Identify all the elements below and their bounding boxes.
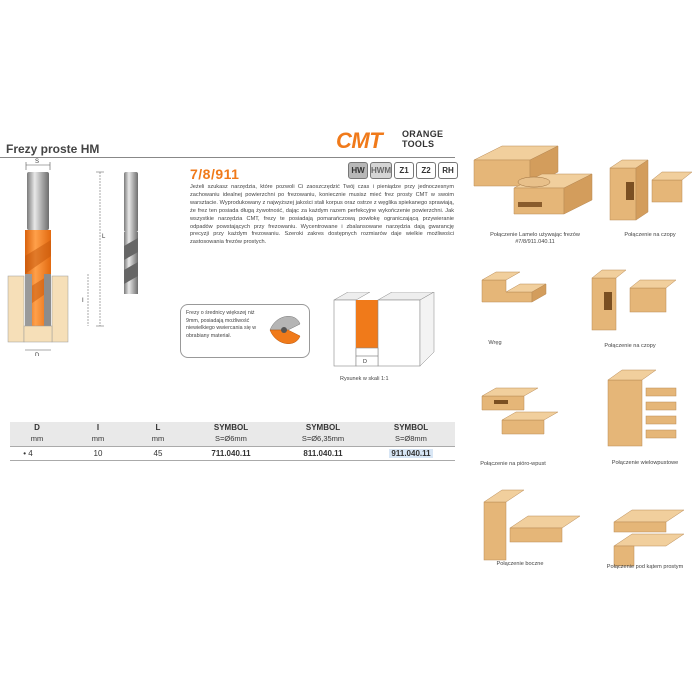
- badge-z1: Z1: [394, 162, 414, 179]
- product-table: [10, 422, 455, 464]
- badge-hw: HW: [348, 162, 368, 179]
- drawing-caption: Rysunek w skali 1:1: [340, 376, 389, 382]
- cell-i: 10: [93, 449, 103, 458]
- groove-dim-d: D: [363, 359, 367, 365]
- col-i-unit: mm: [91, 434, 105, 443]
- badge-z2: Z2: [416, 162, 436, 179]
- col-l-header: L: [155, 423, 161, 432]
- caption-tenon-1: Połączenie na czopy: [624, 232, 676, 238]
- col-i-header: I: [96, 423, 100, 432]
- caption-side-joint: Połączenie boczne: [496, 561, 544, 567]
- col-symbol-8-header: SYMBOL: [393, 423, 429, 432]
- col-symbol-8-sub: S=Ø8mm: [395, 434, 427, 443]
- caption-tongue-groove: Połączenie na pióro-wpust: [480, 461, 546, 467]
- col-symbol-635-header: SYMBOL: [305, 423, 341, 432]
- cell-l: 45: [153, 449, 163, 458]
- spec-badges: [348, 162, 458, 179]
- caption-lamello: Połączenie Lamelo używając frezów #7/8/911.040.11: [490, 232, 580, 245]
- tenon-joint-illustration-1: [610, 160, 692, 220]
- tenon-joint-illustration-2: [592, 270, 676, 330]
- note-text: Frezy o średnicy większej niż 9mm, posiadają możliwość niewielkiego wwiercania się w obrabiany materiał.: [186, 310, 257, 340]
- applications-illustrations: [462, 130, 700, 590]
- cmt-logo: CMT: [336, 128, 383, 153]
- lamello-joint-illustration: [474, 146, 592, 214]
- dim-s: S: [35, 159, 40, 165]
- cell-symbol-8[interactable]: [370, 449, 452, 458]
- caption-rebate: Wręg: [488, 340, 502, 346]
- badge-rh: RH: [438, 162, 458, 179]
- col-symbol-635-sub: S=Ø6,35mm: [301, 434, 345, 443]
- cell-d: • 4: [23, 449, 33, 458]
- rebate-illustration: [482, 272, 546, 302]
- side-joint-illustration: [484, 490, 580, 560]
- tongue-groove-illustration: [482, 388, 558, 434]
- product-code: 7/8/911: [190, 166, 240, 182]
- col-symbol-6-sub: S=Ø6mm: [215, 434, 247, 443]
- highlighted-symbol: 911.040.11: [391, 449, 431, 458]
- cutter-tip-icon: [266, 308, 304, 352]
- cell-symbol-6[interactable]: 711.040.11: [211, 449, 251, 458]
- caption-right-angle: Połączenie pod kątem prostym: [606, 564, 684, 570]
- col-l-unit: mm: [151, 434, 165, 443]
- right-angle-joint-illustration: [614, 510, 684, 566]
- groove-drawing: [330, 292, 454, 376]
- logo-sub-2: TOOLS: [402, 139, 435, 149]
- product-description: Jeżeli szukasz narzędzia, które pozwoli Ci zaoszczędzić Twój czas i pieniądze przy jednoczesnym zachowaniu idealnej powierzchni po frezowaniu, koniecznie musisz mieć frez prosty CMT w swoim warsztacie. Wyprodukowany z najwyższej jakości stali korpus oraz ostrze z węglika spiekanego sprawiają, że frez ten posiada długą żywotność, dając za każdym razem perfekcyjne wykończenie powierzchni. Jak wszystkie narzędzia CMT, frezy te posiadają pomarańczową powłokę ograniczającą przywieranie odpadów powstających przy frezowaniu. Wycentrowane i zbalansowane narzędzia dają gwarancję precyzji przy każdym frezowaniu. Szeroki zakres dostępnych rozmiarów daje wielkie możliwości zastosowania frezów prostych.: [190, 184, 454, 246]
- page-title: Frezy proste HM: [6, 142, 100, 156]
- col-d-header: D: [34, 423, 40, 432]
- dim-l: L: [102, 234, 106, 240]
- badge-hwm: HWM: [370, 162, 392, 179]
- cell-symbol-635[interactable]: 811.040.11: [303, 449, 343, 458]
- col-symbol-6-header: SYMBOL: [213, 423, 249, 432]
- router-bit-drawing: [0, 156, 180, 356]
- logo-sub-1: ORANGE: [402, 129, 444, 139]
- row-divider: [10, 460, 455, 461]
- multi-tenon-illustration: [608, 370, 676, 446]
- dim-d: D: [35, 353, 40, 356]
- caption-tenon-2: Połączenie na czopy: [604, 343, 656, 349]
- header-divider: [10, 446, 455, 447]
- caption-multi-tenon: Połączenie wielowpustowe: [611, 460, 679, 466]
- logo-subtitle: [402, 129, 443, 149]
- dim-i: I: [82, 298, 84, 304]
- col-d-unit: mm: [30, 434, 44, 443]
